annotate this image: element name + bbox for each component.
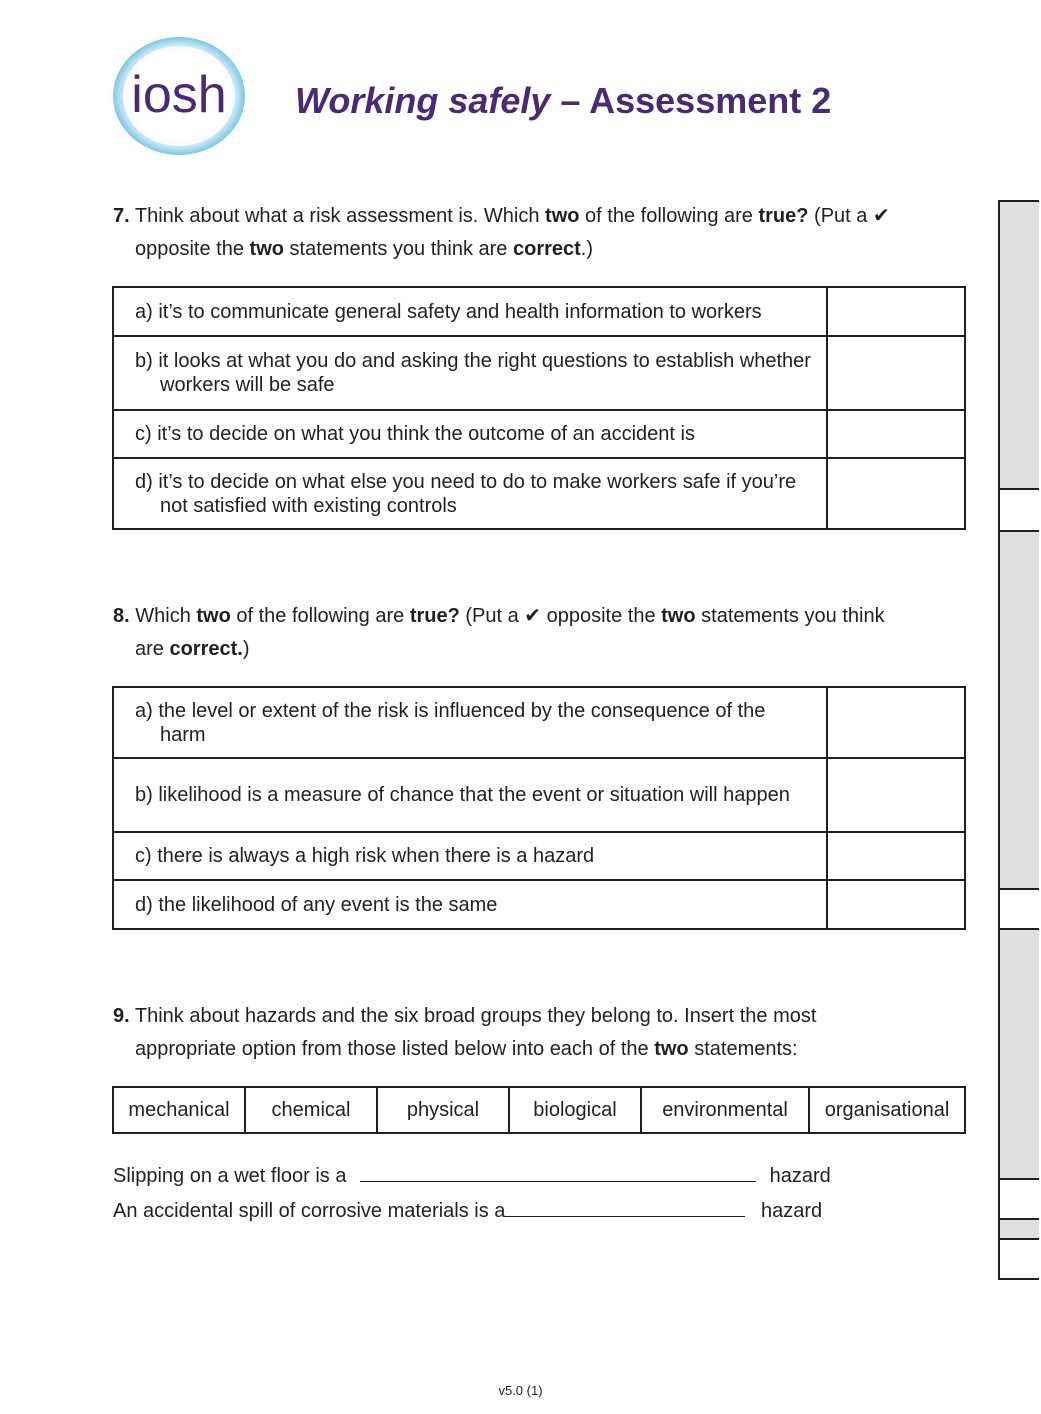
tick-box[interactable] [827, 758, 965, 832]
statement-cell [113, 336, 827, 410]
statement-cell [113, 758, 827, 832]
tick-box[interactable] [827, 336, 965, 410]
question-8-number: 8. [113, 605, 130, 627]
q7-emph: correct [512, 238, 581, 260]
table-row [113, 336, 965, 410]
statement-text: c) it’s to decide on what you think the outcome of an accident is [135, 423, 695, 445]
q8-text: of the following are [230, 605, 410, 627]
statement-cell [113, 410, 827, 458]
title-rest: – Assessment 2 [550, 80, 832, 121]
option-mechanical: mechanical [113, 1087, 245, 1133]
margin-shaded-section-q9 [998, 928, 1039, 1180]
table-row [113, 410, 965, 458]
fill-text: Slipping on a wet floor is a [113, 1165, 347, 1187]
statement-text: b) likelihood is a measure of chance that the event or situation will happen [135, 784, 790, 806]
q8-emph: true? [409, 605, 460, 627]
option-environmental: environmental [641, 1087, 809, 1133]
table-row [113, 832, 965, 880]
question-9 [113, 1000, 963, 1066]
option-physical: physical [377, 1087, 509, 1133]
table-row [113, 758, 965, 832]
tick-box[interactable] [827, 880, 965, 929]
statement-text: c) there is always a high risk when there is a hazard [135, 845, 595, 867]
iosh-logo [112, 36, 246, 156]
fill-in-statement-2 [113, 1197, 822, 1225]
statement-text: a) it’s to communicate general safety and health information to workers [135, 300, 762, 323]
q9-text: statements: [688, 1038, 798, 1060]
question-8 [113, 600, 963, 666]
margin-mark-box-q8[interactable] [998, 888, 1039, 930]
fill-text: An accidental spill of corrosive materials is a [113, 1200, 506, 1222]
q9-text: Think about hazards and the six broad groups they belong to. Insert the most [129, 1005, 817, 1027]
q8-text: Which [129, 605, 197, 627]
table-row [113, 687, 965, 758]
tick-box[interactable] [827, 287, 965, 336]
statement-text: d) it’s to decide on what else you need to do to make workers safe if you’re not satisfied with existing controls [135, 470, 797, 517]
question-7-line-2 [113, 233, 963, 266]
question-7 [113, 200, 963, 266]
question-8-table [112, 686, 966, 930]
tick-box[interactable] [827, 410, 965, 458]
tick-box[interactable] [827, 687, 965, 758]
q7-text: Think about what a risk assessment is. Which [129, 205, 546, 227]
option-biological: biological [509, 1087, 641, 1133]
margin-shaded-section-q8 [998, 530, 1039, 890]
option-organisational: organisational [809, 1087, 965, 1133]
q8-text: statements you think [695, 605, 885, 627]
question-9-line-1 [113, 1000, 963, 1033]
option-chemical: chemical [245, 1087, 377, 1133]
logo-text: iosh [131, 66, 227, 124]
hazard-options-table [112, 1086, 966, 1134]
statement-text: a) the level or extent of the risk is influenced by the consequence of the harm [135, 699, 766, 746]
question-7-table [112, 286, 966, 530]
q8-emph: correct. [169, 638, 243, 660]
q8-emph: two [196, 605, 231, 627]
q7-text: of the following are [579, 205, 759, 227]
margin-shaded-section-q7 [998, 200, 1039, 490]
answer-blank-1[interactable] [360, 1163, 756, 1182]
q9-emph: two [654, 1038, 689, 1060]
table-row [113, 1087, 965, 1133]
q7-text: (Put a ✔ [808, 205, 890, 227]
margin-mark-box-q9-a[interactable] [998, 1178, 1039, 1220]
fill-text: hazard [769, 1165, 831, 1187]
answer-blank-2[interactable] [505, 1198, 745, 1217]
tick-box[interactable] [827, 458, 965, 529]
table-row [113, 880, 965, 929]
fill-text: hazard [760, 1200, 823, 1222]
fill-in-statement-1 [113, 1162, 831, 1190]
statement-cell [113, 687, 827, 758]
q7-text: statements you think are [283, 238, 513, 260]
statement-text: b) it looks at what you do and asking the right questions to establish whether workers will be safe [135, 350, 811, 396]
question-7-line-1 [113, 200, 963, 233]
q7-text: .) [580, 238, 594, 260]
q9-text: appropriate option from those listed below into each of the [135, 1038, 655, 1060]
page-title [295, 80, 831, 122]
question-7-number: 7. [113, 205, 130, 227]
q7-emph: true? [758, 205, 809, 227]
title-italic: Working safely [295, 80, 551, 121]
statement-cell [113, 832, 827, 880]
statement-text: d) the likelihood of any event is the same [135, 893, 498, 916]
question-8-line-1 [113, 600, 963, 633]
question-9-line-2 [113, 1033, 963, 1066]
table-row [113, 287, 965, 336]
q8-text: (Put a ✔ opposite the [459, 605, 662, 627]
question-9-number: 9. [113, 1005, 130, 1027]
q7-emph: two [249, 238, 284, 260]
statement-cell [113, 287, 827, 336]
q7-emph: two [545, 205, 580, 227]
question-8-line-2 [113, 633, 963, 666]
margin-shaded-gap [998, 1218, 1039, 1240]
tick-box[interactable] [827, 832, 965, 880]
version-label: v5.0 (1) [498, 1383, 543, 1398]
q8-text: are [135, 638, 170, 660]
q8-text: ) [242, 638, 250, 660]
statement-cell [113, 458, 827, 529]
iosh-logo-ring-icon [112, 36, 246, 156]
q8-emph: two [661, 605, 696, 627]
q7-text: opposite the [135, 238, 250, 260]
table-row [113, 458, 965, 529]
margin-mark-box-q7[interactable] [998, 488, 1039, 532]
margin-mark-box-q9-b[interactable] [998, 1238, 1039, 1280]
statement-cell [113, 880, 827, 929]
